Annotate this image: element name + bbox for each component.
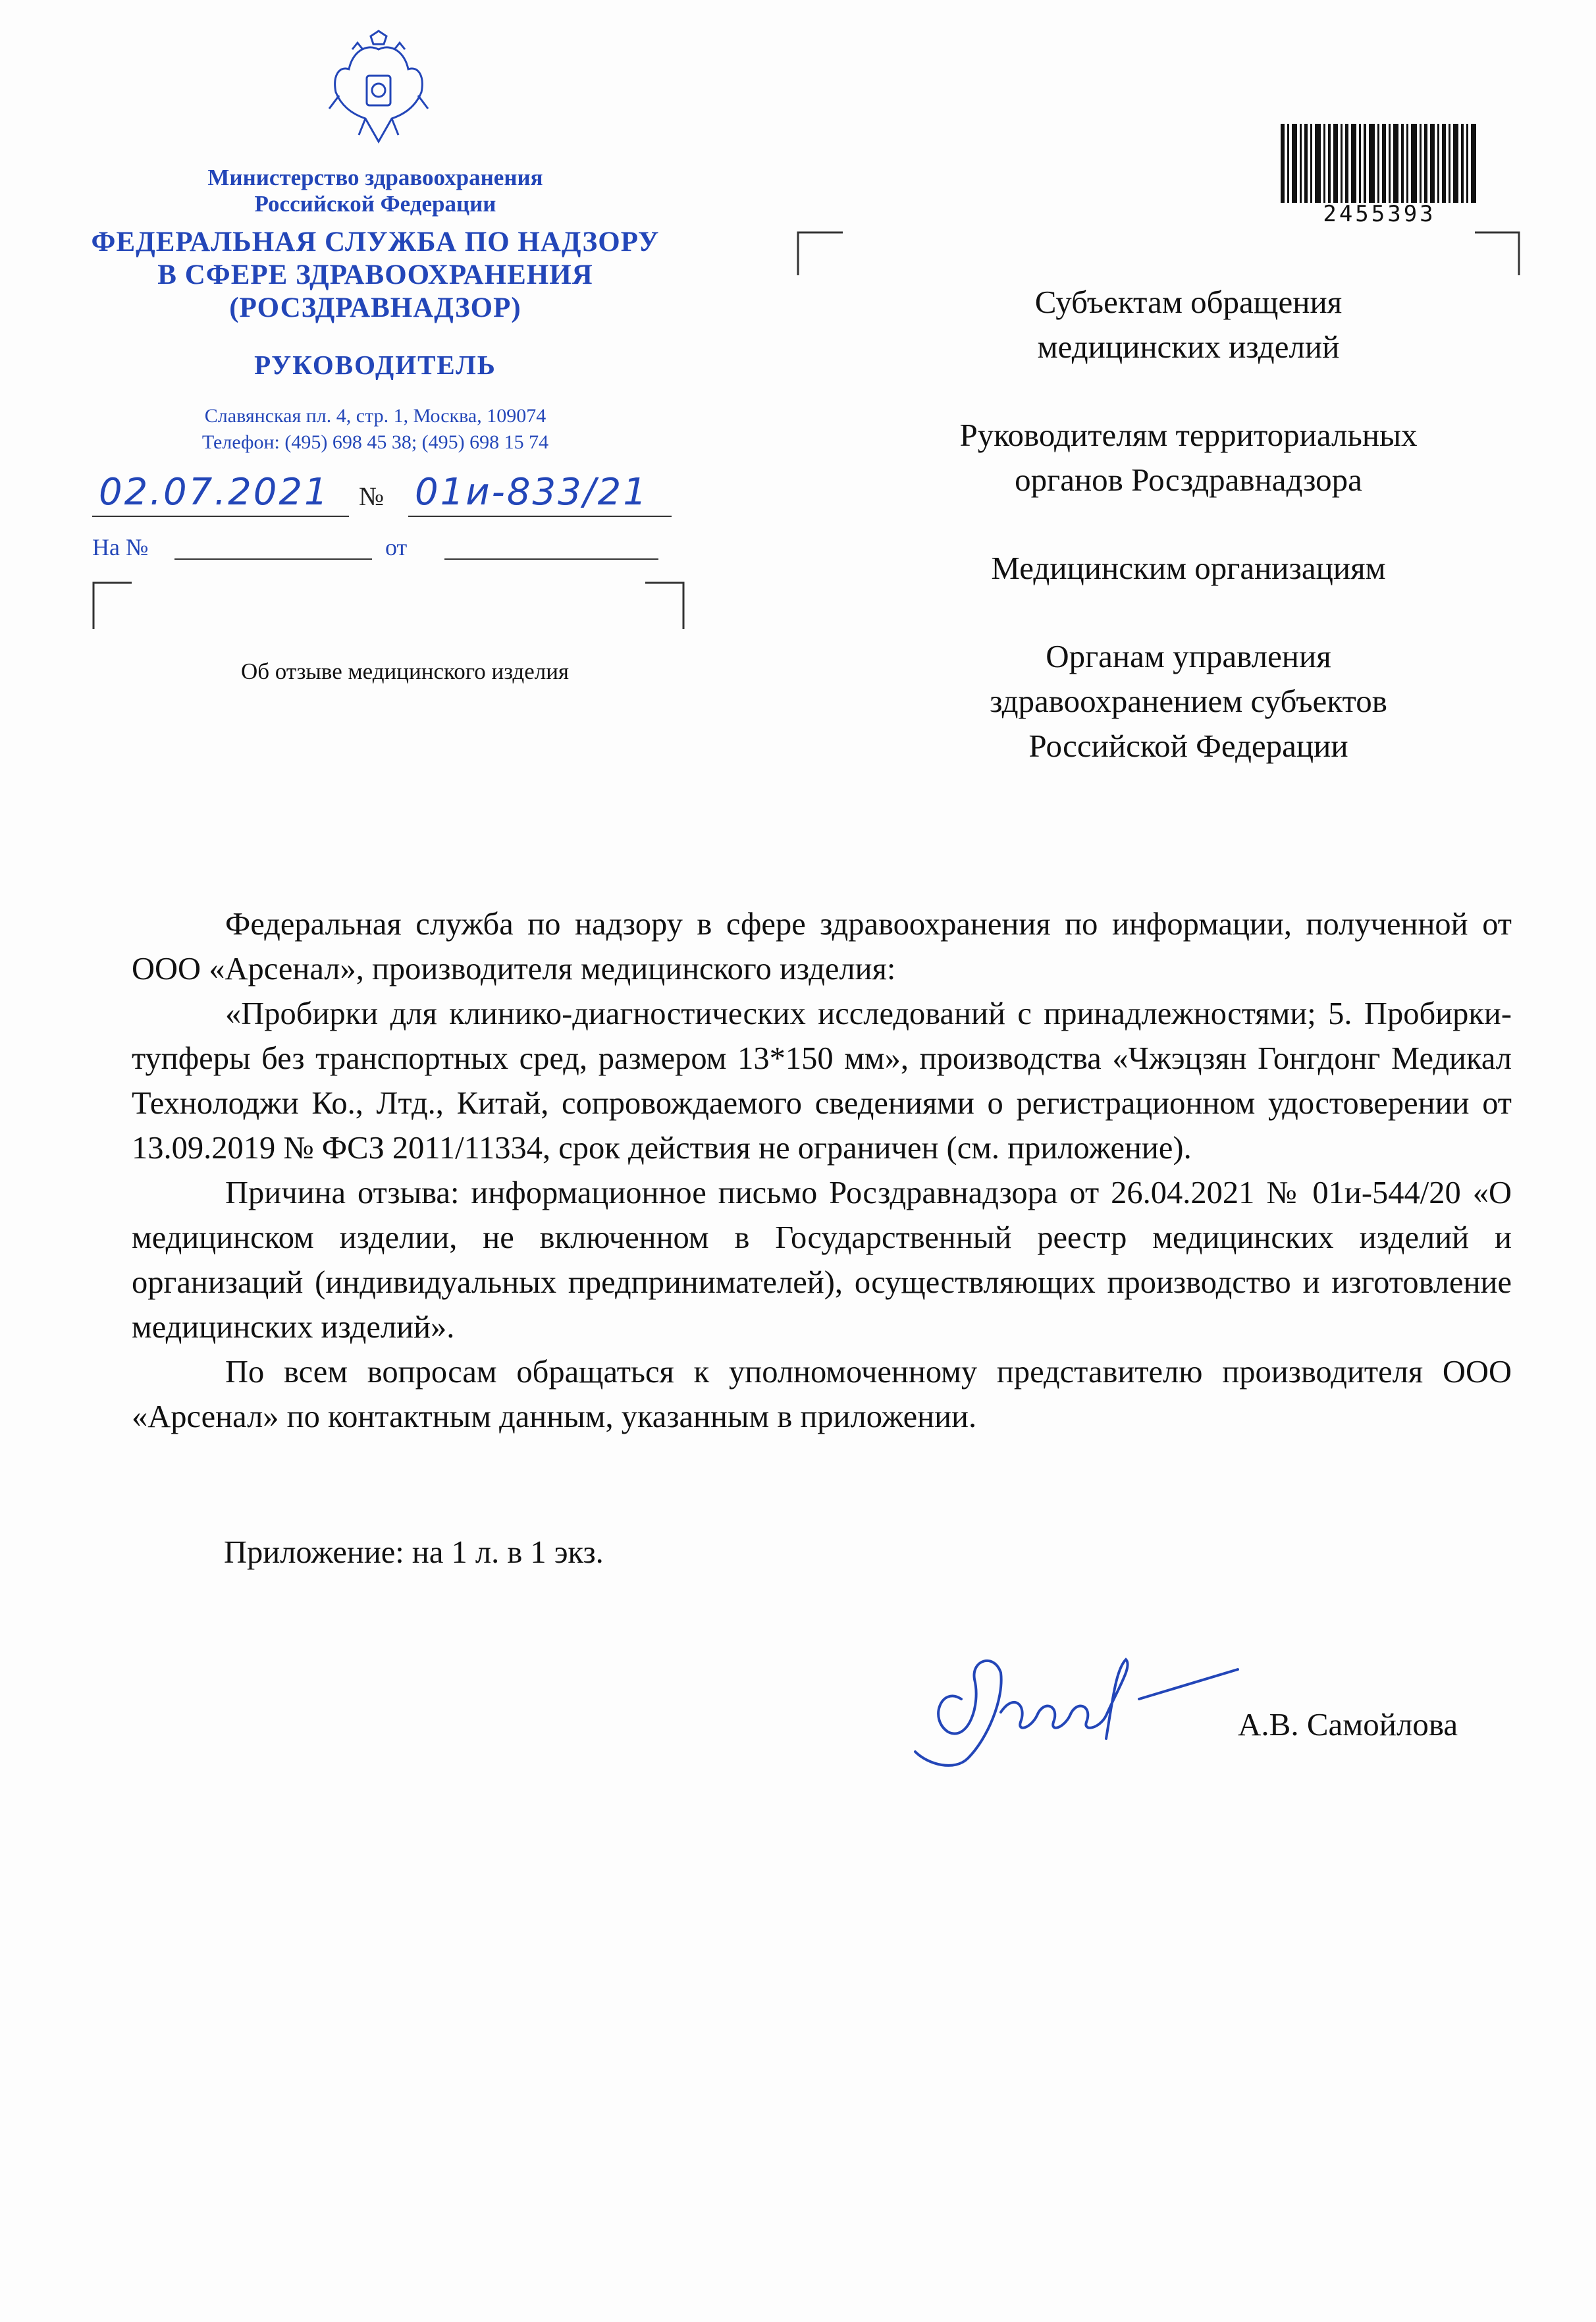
ministry-name <box>119 165 632 217</box>
body-paragraph-2: «Пробирки для клинико-диагностических исследований с принадлежностями; 5. Пробирки-тупферы без транспортных сред, размером 13*150 мм», производства «Чжэцзян Гонгдонг Медикал Технолоджи Ко., Лтд., Китай, сопровождаемого сведениями о регистрационном удостоверении от 13.09.2019 № ФСЗ 2011/11334, срок действия не ограничен (см. приложение). <box>132 996 1512 1166</box>
addressee-line: медицинских изделий <box>1037 329 1340 365</box>
addressee-line: органов Росздравнадзора <box>1015 462 1362 498</box>
signer-name: А.В. Самойлова <box>1238 1706 1458 1742</box>
addressee-line: Медицинским организациям <box>991 550 1386 586</box>
head-title: РУКОВОДИТЕЛЬ <box>254 350 496 380</box>
reference-number-label: На № <box>92 534 149 560</box>
russian-coat-of-arms-icon <box>326 30 431 155</box>
registration-number: 01и-833/21 <box>415 471 649 514</box>
service-name <box>66 226 685 325</box>
number-underline <box>408 516 672 517</box>
body-paragraph-3: Причина отзыва: информационное письмо Росздравнадзора от 26.04.2021 № 01и-544/20 «О медицинском изделии, не включенном в Государственный реестр медицинских изделий и организаций (индивидуальных предпринимателей), осуществляющих производство и изготовление медицинских изделий». <box>132 1175 1512 1345</box>
addressee-item <box>876 413 1501 502</box>
addressee-list <box>876 280 1501 812</box>
service-line-1: ФЕДЕРАЛЬНАЯ СЛУЖБА ПО НАДЗОРУ <box>91 227 660 257</box>
service-line-3: (РОСЗДРАВНАДЗОР) <box>229 292 521 323</box>
reference-date-underline <box>444 558 658 560</box>
addressee-line: здравоохранением субъектов <box>990 683 1387 719</box>
body-paragraph-4: По всем вопросам обращаться к уполномоченному представителю производителя ООО «Арсенал» по контактным данным, указанным в приложении. <box>132 1355 1512 1434</box>
barcode-icon <box>1281 124 1478 203</box>
addressee-line: Руководителям территориальных <box>959 417 1418 453</box>
subject-brackets <box>92 580 685 632</box>
addressee-item <box>876 546 1501 591</box>
letter-subject: Об отзыве медицинского изделия <box>240 659 570 684</box>
attachment-note: Приложение: на 1 л. в 1 экз. <box>224 1535 604 1570</box>
barcode-number: 2455393 <box>1323 201 1436 227</box>
registration-number-sign: № <box>359 481 385 511</box>
body-paragraph-1: Федеральная служба по надзору в сфере здравоохранения по информации, полученной от ООО «Арсенал», производителя медицинского изделия: <box>132 907 1512 986</box>
handwritten-signature-icon <box>889 1607 1284 1804</box>
addressee-line: Органам управления <box>1046 638 1331 674</box>
address-line: Славянская пл. 4, стр. 1, Москва, 109074 <box>204 405 546 427</box>
ministry-line-2: Российской Федерации <box>254 191 496 217</box>
addressee-brackets <box>797 230 1521 277</box>
addressee-item <box>876 634 1501 769</box>
date-underline <box>92 516 349 517</box>
addressee-line: Российской Федерации <box>1028 728 1348 764</box>
reference-number-underline <box>174 558 372 560</box>
reference-date-label: от <box>385 534 408 560</box>
addressee-item <box>876 280 1501 369</box>
service-line-2: В СФЕРЕ ЗДРАВООХРАНЕНИЯ <box>157 259 593 290</box>
addressee-line: Субъектам обращения <box>1034 284 1343 320</box>
ministry-line-1: Министерство здравоохранения <box>207 165 543 190</box>
letter-body <box>132 902 1512 1440</box>
registration-date: 02.07.2021 <box>99 471 330 514</box>
address-block <box>105 403 645 456</box>
phone-line: Телефон: (495) 698 45 38; (495) 698 15 74 <box>201 431 549 453</box>
